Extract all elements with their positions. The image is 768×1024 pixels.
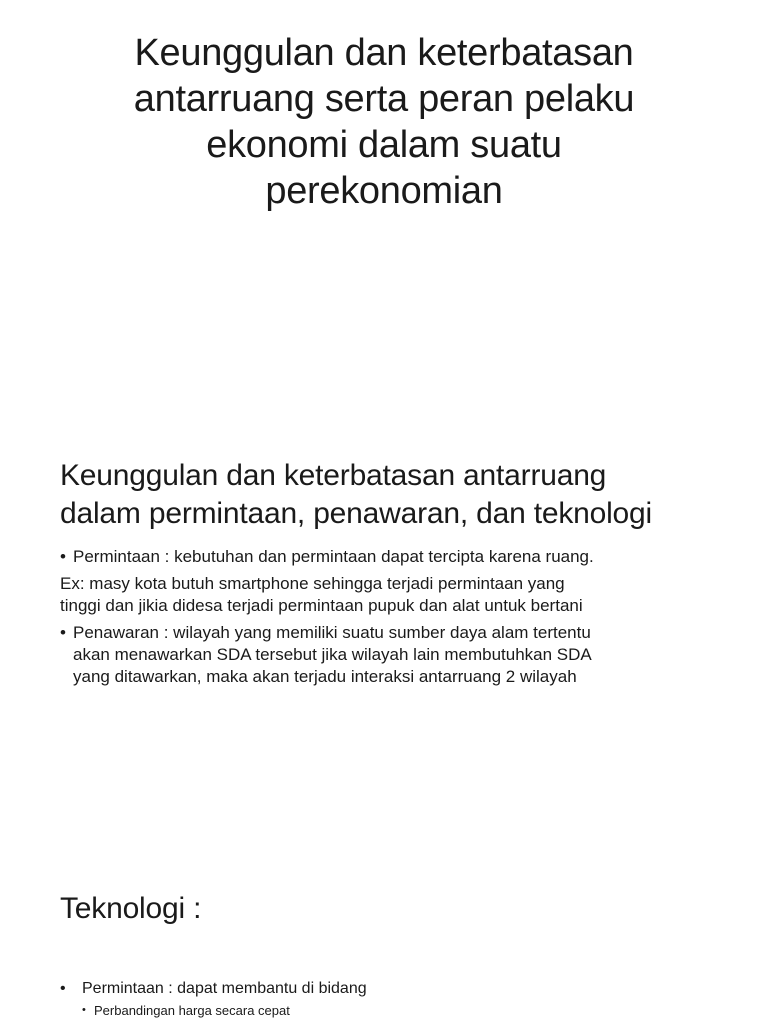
sub-bullet [82,1002,728,1019]
title-line: antarruang serta peran pelaku [133,78,635,120]
bullet-line: akan menawarkan SDA tersebut jika wilayah lain membutuhkan SDA [73,645,592,664]
slide-title [0,0,768,432]
bullet-dot: • [82,1004,86,1016]
heading-line: dalam permintaan, penawaran, dan teknologi [60,497,652,530]
bullet-line: Penawaran : wilayah yang memiliki suatu sumber daya alam tertentu [73,623,591,642]
bullet-text: Permintaan : kebutuhan dan permintaan dapat tercipta karena ruang. [73,547,594,566]
bullet-line: yang ditawarkan, maka akan terjadu interaksi antarruang 2 wilayah [73,667,577,686]
bullet-dot: • [60,547,66,566]
bullet-permintaan [60,546,728,568]
slide-technology [0,864,768,1024]
bullet-dot: • [60,623,66,642]
example-paragraph [60,573,728,617]
bullet-text: Permintaan : dapat membantu di bidang [82,980,367,997]
heading-line: Keunggulan dan keterbatasan antarruang [60,459,607,492]
bullet-permintaan [60,979,728,999]
slide-heading [60,457,740,533]
sub-bullet-text: Perbandingan harga secara cepat [94,1003,290,1018]
slide-demand-supply [0,432,768,864]
bullet-penawaran [60,622,728,688]
bullet-dot: • [60,980,66,997]
title-line: Keunggulan dan keterbatasan [134,32,634,74]
example-line: tinggi dan jikia didesa terjadi permintaan pupuk dan alat untuk bertani [60,596,583,615]
example-line: Ex: masy kota butuh smartphone sehingga terjadi permintaan yang [60,574,565,593]
title-line: ekonomi dalam suatu [206,124,562,166]
slide-heading: Teknologi : [60,892,202,925]
slide-body [60,546,728,688]
presentation-title [60,30,708,214]
slide-body [60,979,728,1019]
title-line: perekonomian [265,170,503,212]
